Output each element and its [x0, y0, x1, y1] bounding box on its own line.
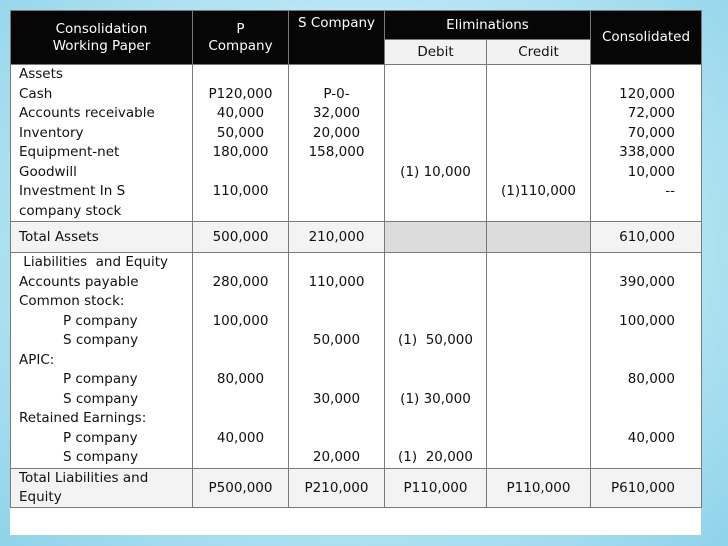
assets-cons-line: -- — [665, 183, 675, 199]
total-assets-row — [11, 222, 702, 253]
liabilities-debit-line: (1) 30,000 — [400, 390, 471, 407]
liabilities-cons-line: 80,000 — [627, 371, 675, 387]
liabilities-p-line — [193, 390, 288, 410]
assets-debit-line: (1) 10,000 — [400, 163, 471, 180]
liabilities-debit-line — [385, 292, 486, 312]
assets-cons-line: 72,000 — [627, 105, 675, 121]
liabilities-s-line: 110,000 — [308, 273, 365, 290]
assets-p-line — [193, 65, 288, 85]
liabilities-labels-line: P company — [63, 371, 138, 387]
assets-credit-line — [487, 163, 590, 183]
liabilities-labels-line: S company — [63, 332, 139, 348]
assets-labels-line: Assets — [19, 66, 63, 82]
total-le-s: P210,000 — [289, 468, 385, 507]
liabilities-debit-line — [385, 312, 486, 332]
assets-p-line — [193, 202, 288, 222]
assets-consolidated — [591, 65, 702, 222]
liabilities-s-line — [289, 370, 384, 390]
assets-p-line: 180,000 — [212, 144, 269, 160]
liabilities-labels-line: P company — [63, 429, 138, 446]
assets-debit-line — [385, 182, 486, 202]
assets-cons-line: 70,000 — [627, 124, 675, 141]
assets-credit — [487, 65, 591, 222]
total-assets-consolidated: 610,000 — [591, 222, 702, 253]
liabilities-s-company — [289, 253, 385, 469]
total-le-credit: P110,000 — [487, 468, 591, 507]
liabilities-credit-line — [487, 292, 590, 312]
total-liabilities-row — [11, 468, 702, 507]
assets-debit-line — [385, 143, 486, 163]
header-s-company: S Company — [289, 11, 385, 65]
assets-s-line — [289, 202, 384, 222]
liabilities-cons-line — [591, 253, 675, 273]
assets-credit-line — [487, 143, 590, 163]
liabilities-p-company — [193, 253, 289, 469]
liabilities-s-line: 20,000 — [312, 449, 361, 465]
liabilities-debit-line — [385, 409, 486, 429]
consolidation-table — [10, 10, 702, 508]
liabilities-labels-line: S company — [63, 449, 139, 465]
assets-credit-line — [487, 85, 590, 105]
liabilities-p-line — [193, 351, 288, 371]
assets-s-line: 32,000 — [312, 105, 361, 121]
liabilities-debit-line: (1) 20,000 — [398, 449, 473, 465]
liabilities-s-line — [289, 351, 384, 371]
liabilities-s-line — [289, 292, 384, 312]
header-p-company: P Company — [193, 11, 289, 65]
liabilities-p-line — [193, 331, 288, 351]
assets-p-line: 40,000 — [216, 105, 265, 121]
total-assets-label: Total Assets — [11, 222, 193, 253]
liabilities-labels — [11, 253, 193, 469]
assets-labels-line: Equipment-net — [19, 144, 120, 160]
liabilities-cons-line — [591, 331, 675, 351]
assets-debit-line — [385, 65, 486, 85]
total-assets-credit — [487, 222, 591, 253]
liabilities-debit-line — [385, 370, 486, 390]
assets-debit-line — [385, 202, 486, 222]
liabilities-p-line: 80,000 — [216, 371, 265, 387]
liabilities-s-line — [289, 312, 384, 332]
assets-p-line: 110,000 — [212, 183, 269, 199]
total-le-consolidated: P610,000 — [591, 468, 702, 507]
liabilities-labels-line: Accounts payable — [19, 273, 139, 290]
liabilities-cons-line: 390,000 — [619, 273, 675, 290]
liabilities-labels-line: APIC: — [19, 351, 55, 368]
total-assets-p: 500,000 — [193, 222, 289, 253]
assets-s-line: 158,000 — [308, 144, 365, 160]
total-le-debit: P110,000 — [385, 468, 487, 507]
liabilities-credit-line — [487, 448, 590, 468]
header-working-paper: Consolidation Working Paper — [11, 11, 193, 65]
assets-cons-line: 338,000 — [619, 144, 675, 160]
assets-labels — [11, 65, 193, 222]
assets-cons-line — [591, 65, 675, 85]
assets-section — [11, 65, 702, 222]
header-credit: Credit — [487, 40, 591, 65]
assets-labels-line: Inventory — [19, 124, 84, 141]
liabilities-credit — [487, 253, 591, 469]
assets-labels-line: Investment In S — [19, 183, 126, 199]
liabilities-cons-line — [591, 292, 675, 312]
assets-p-line: P120,000 — [208, 85, 273, 102]
liabilities-credit-line — [487, 253, 590, 273]
assets-debit — [385, 65, 487, 222]
assets-cons-line: 120,000 — [619, 85, 675, 102]
total-le-p: P500,000 — [193, 468, 289, 507]
assets-s-line: P-0- — [323, 85, 350, 102]
liabilities-section — [11, 253, 702, 469]
assets-s-line — [289, 163, 384, 183]
total-assets-s: 210,000 — [289, 222, 385, 253]
liabilities-debit-line: (1) 50,000 — [398, 332, 473, 348]
liabilities-credit-line — [487, 331, 590, 351]
assets-credit-line — [487, 124, 590, 144]
liabilities-labels-line: Retained Earnings: — [19, 410, 147, 426]
assets-debit-line — [385, 104, 486, 124]
header-eliminations: Eliminations — [385, 11, 591, 40]
liabilities-p-line: 280,000 — [212, 273, 269, 290]
liabilities-p-line — [193, 292, 288, 312]
assets-cons-line — [591, 202, 675, 222]
assets-labels-line: Accounts receivable — [19, 105, 155, 121]
assets-labels-line: Cash — [19, 85, 53, 102]
liabilities-debit — [385, 253, 487, 469]
liabilities-debit-line — [385, 253, 486, 273]
liabilities-credit-line — [487, 390, 590, 410]
header-debit: Debit — [385, 40, 487, 65]
assets-s-company — [289, 65, 385, 222]
liabilities-labels-line: Liabilities and Equity — [19, 254, 169, 270]
liabilities-s-line — [289, 429, 384, 449]
liabilities-p-line: 100,000 — [212, 312, 269, 329]
liabilities-credit-line — [487, 409, 590, 429]
worksheet-frame — [10, 10, 701, 535]
liabilities-cons-line — [591, 390, 675, 410]
liabilities-p-line: 40,000 — [216, 429, 265, 446]
assets-s-line — [289, 182, 384, 202]
assets-debit-line — [385, 85, 486, 105]
liabilities-cons-line: 100,000 — [619, 312, 675, 329]
liabilities-s-line: 50,000 — [312, 332, 361, 348]
liabilities-consolidated — [591, 253, 702, 469]
liabilities-cons-line — [591, 448, 675, 468]
liabilities-p-line — [193, 253, 288, 273]
liabilities-cons-line: 40,000 — [627, 429, 675, 446]
liabilities-credit-line — [487, 273, 590, 293]
assets-credit-line — [487, 65, 590, 85]
assets-credit-line: (1)110,000 — [501, 183, 576, 199]
assets-p-line: 50,000 — [216, 124, 265, 141]
assets-debit-line — [385, 124, 486, 144]
assets-s-line: 20,000 — [312, 124, 361, 141]
assets-credit-line — [487, 104, 590, 124]
liabilities-labels-line: P company — [63, 312, 138, 329]
liabilities-labels-line: Common stock: — [19, 293, 125, 309]
liabilities-p-line — [193, 448, 288, 468]
liabilities-credit-line — [487, 312, 590, 332]
liabilities-p-line — [193, 409, 288, 429]
liabilities-credit-line — [487, 429, 590, 449]
liabilities-s-line — [289, 253, 384, 273]
assets-cons-line: 10,000 — [627, 163, 675, 180]
liabilities-debit-line — [385, 429, 486, 449]
assets-labels-line: company stock — [19, 202, 122, 219]
liabilities-debit-line — [385, 351, 486, 371]
assets-p-line — [193, 163, 288, 183]
liabilities-cons-line — [591, 351, 675, 371]
total-assets-debit — [385, 222, 487, 253]
assets-labels-line: Goodwill — [19, 163, 77, 180]
liabilities-credit-line — [487, 370, 590, 390]
assets-p-company — [193, 65, 289, 222]
liabilities-debit-line — [385, 273, 486, 293]
assets-credit-line — [487, 202, 590, 222]
liabilities-s-line — [289, 409, 384, 429]
total-le-label: Total Liabilities and Equity — [11, 468, 193, 507]
liabilities-cons-line — [591, 409, 675, 429]
liabilities-s-line: 30,000 — [312, 390, 361, 407]
liabilities-labels-line: S company — [63, 390, 139, 407]
assets-s-line — [289, 65, 384, 85]
liabilities-credit-line — [487, 351, 590, 371]
header-consolidated: Consolidated — [591, 11, 702, 65]
